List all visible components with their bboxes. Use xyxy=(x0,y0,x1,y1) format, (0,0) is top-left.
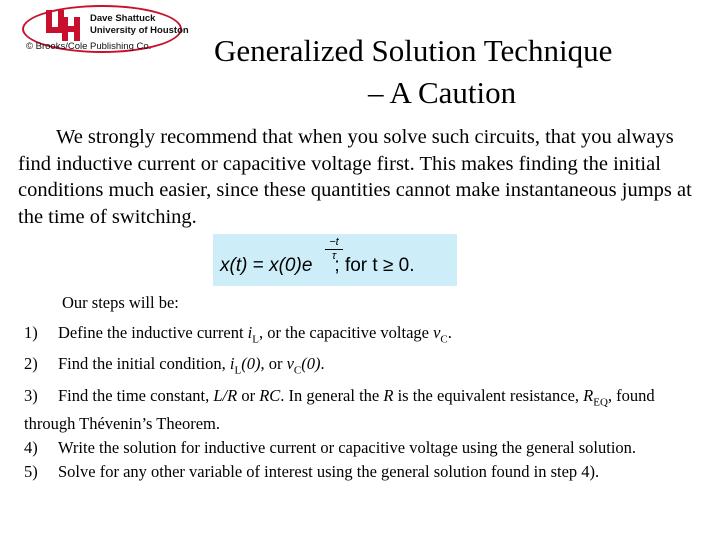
title-line-2: – A Caution xyxy=(368,75,517,110)
logo-author: Dave Shattuck xyxy=(90,13,156,24)
list-item: 3) Find the time constant, L/R or RC. In general the R is the equivalent resistance, $R_{EQ}$, found through Thévenin’s Theorem. xyxy=(24,385,655,433)
list-item: 2) Find the initial condition, $i_L(0)$, or $v_C(0)$. xyxy=(24,354,325,377)
formula-lhs: x(t) xyxy=(220,255,248,276)
logo-university: University of Houston xyxy=(90,25,189,36)
slide-title xyxy=(214,30,694,114)
title-line-1: Generalized Solution Technique xyxy=(214,33,613,68)
formula-condition: ; for t ≥ 0. xyxy=(334,255,415,276)
uh-logo-icon xyxy=(42,7,82,43)
intro-paragraph xyxy=(18,124,708,230)
steps-heading: Our steps will be: xyxy=(62,293,179,312)
copyright-notice: © Brooks/Cole Publishing Co. xyxy=(26,41,152,52)
list-item: 5) Solve for any other variable of interest using the general solution found in step 4). xyxy=(24,461,600,481)
formula-equals: = xyxy=(247,255,270,276)
steps-list xyxy=(24,292,700,485)
exponent-denominator: τ xyxy=(331,250,337,262)
formula-text xyxy=(220,255,415,277)
list-item: 4) Write the solution for inductive current or capacitive voltage using the general solution. xyxy=(24,437,637,457)
formula-box xyxy=(213,234,457,286)
exponent-numerator: −t xyxy=(329,236,339,248)
intro-text: We strongly recommend that when you solve such circuits, that you always find inductive current or capacitive voltage first. This makes finding the initial conditions much easier, since these quantities cannot make instantaneous jumps at the time of switching. xyxy=(18,126,692,228)
formula-rhs: x(0)e xyxy=(269,255,313,276)
list-item: 1) Define the inductive current $i_L$, or the capacitive voltage $v_C$. xyxy=(24,323,452,346)
